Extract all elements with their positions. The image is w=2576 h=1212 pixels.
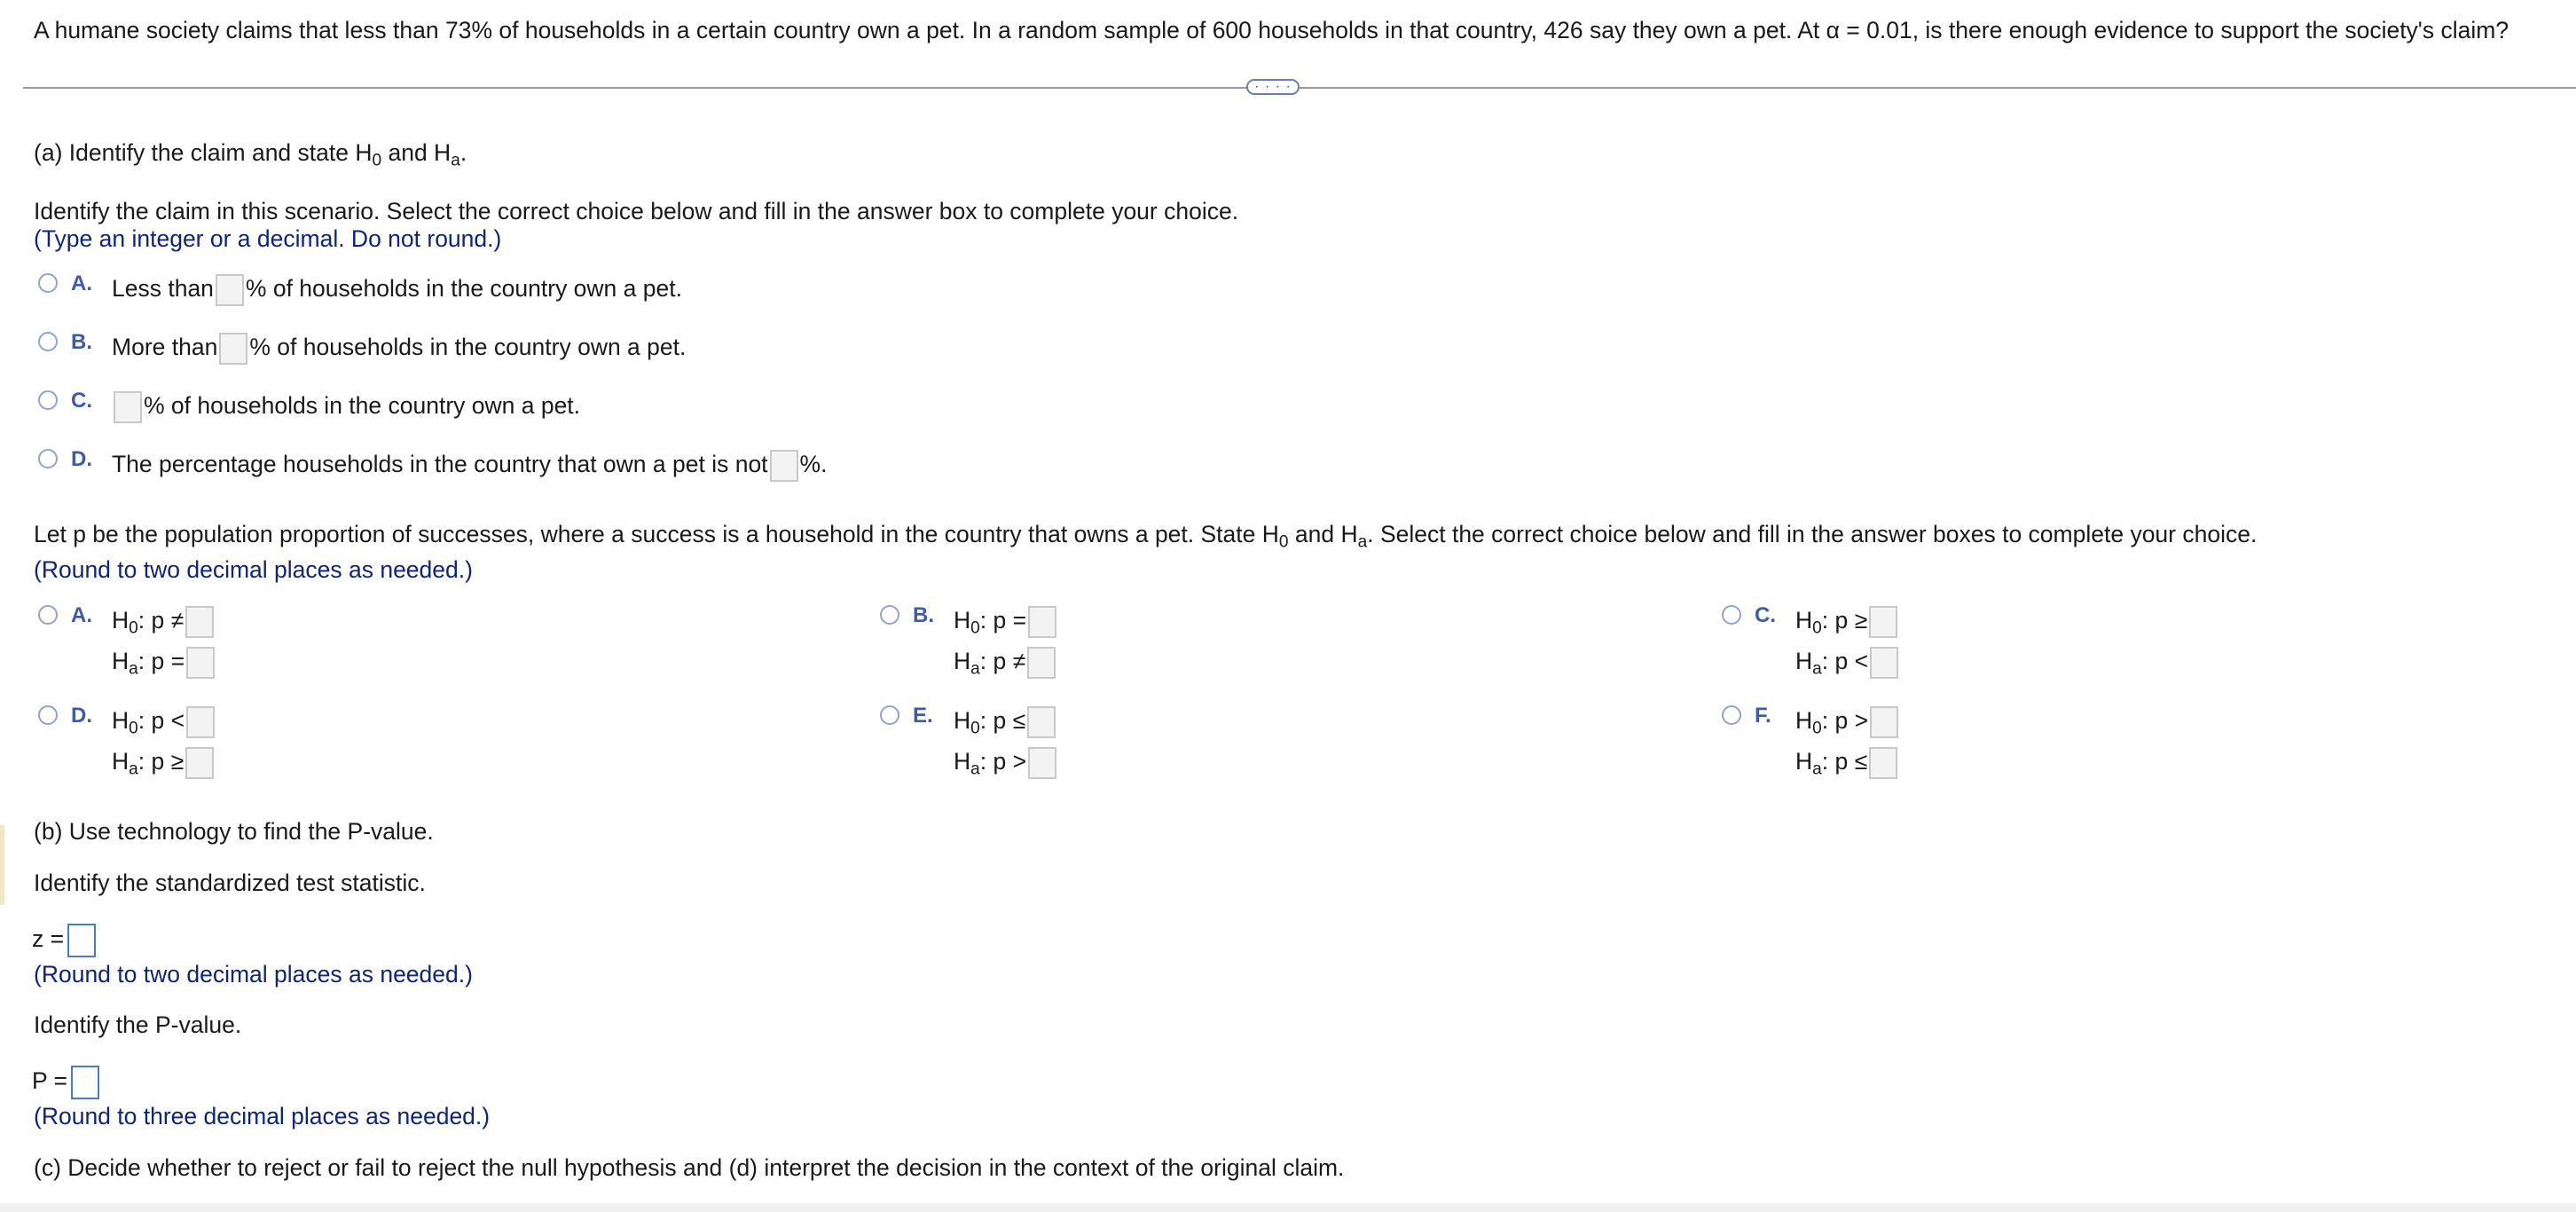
claim-radio-b[interactable] <box>38 332 58 351</box>
hyp-e-ha-box[interactable] <box>1028 747 1056 779</box>
claim-d-answer-box[interactable] <box>770 450 798 482</box>
z-input[interactable] <box>67 924 96 957</box>
z-instruction: Identify the standardized test statistic. <box>34 870 426 896</box>
hyp-c-ha-box[interactable] <box>1870 647 1898 679</box>
hyp-letter-d: D. <box>71 704 92 728</box>
hyp-letter-e: E. <box>913 704 933 728</box>
z-hint: (Round to two decimal places as needed.) <box>34 961 473 988</box>
hyp-b-ha-box[interactable] <box>1027 647 1056 679</box>
z-answer: z = <box>32 924 96 957</box>
p-instruction: Identify the P-value. <box>34 1011 242 1038</box>
hyp-radio-f[interactable] <box>1722 705 1741 725</box>
claim-choice-c: % of households in the country own a pet. <box>112 391 580 423</box>
hyp-c-ha: $H_a$: p < <box>1795 647 1900 679</box>
claim-hint: (Type an integer or a decimal. Do not round.) <box>34 225 502 252</box>
claim-b-answer-box[interactable] <box>219 333 247 365</box>
hyp-d-h0-box[interactable] <box>186 706 215 738</box>
claim-radio-a[interactable] <box>38 273 58 293</box>
claim-letter-d: D. <box>71 447 92 471</box>
claim-letter-a: A. <box>71 272 92 295</box>
hyp-f-h0: $H_0$: p > <box>1795 706 1900 738</box>
bottom-strip <box>0 1203 2576 1212</box>
hyp-d-h0: $H_0$: p < <box>112 706 216 738</box>
claim-choice-b: More than % of households in the country own a pet. <box>112 333 686 365</box>
hyp-c-h0-box[interactable] <box>1869 606 1897 638</box>
claim-radio-c[interactable] <box>38 390 58 410</box>
hyp-a-h0: $H_0$: p ≠ <box>112 606 216 638</box>
hyp-d-ha: $H_a$: p ≥ <box>112 747 216 779</box>
hyp-b-h0: $H_0$: p = <box>954 606 1058 638</box>
claim-instruction: Identify the claim in this scenario. Select the correct choice below and fill in the answer box to complete your choice. <box>34 198 1239 224</box>
hyp-a-ha: $H_a$: p = <box>112 647 216 679</box>
hyp-d-ha-box[interactable] <box>185 747 214 779</box>
hyp-radio-b[interactable] <box>880 605 899 625</box>
hyp-radio-d[interactable] <box>38 705 58 725</box>
part-b-heading: (b) Use technology to find the P-value. <box>34 818 434 845</box>
claim-choice-a: Less than % of households in the country own a pet. <box>112 274 682 306</box>
claim-c-answer-box[interactable] <box>114 391 142 423</box>
hyp-c-h0: $H_0$: p ≥ <box>1795 606 1899 638</box>
hyp-instruction: Let p be the population proportion of successes, where a success is a household in the country that owns a pet. State $H_0$ and $H_a$. Select the correct choice below and fill in the answer boxes to complete your choice. <box>34 521 2258 552</box>
p-answer: P = <box>32 1066 99 1099</box>
hyp-f-h0-box[interactable] <box>1870 706 1898 738</box>
hyp-f-ha-box[interactable] <box>1869 747 1897 779</box>
hyp-letter-c: C. <box>1755 603 1776 627</box>
hyp-radio-e[interactable] <box>880 705 899 725</box>
hyp-a-h0-box[interactable] <box>185 606 214 638</box>
section-marker <box>0 825 4 905</box>
hyp-letter-b: B. <box>913 603 934 627</box>
hyp-b-h0-box[interactable] <box>1028 606 1056 638</box>
p-input[interactable] <box>71 1066 99 1099</box>
hyp-b-ha: $H_a$: p ≠ <box>954 647 1057 679</box>
claim-letter-c: C. <box>71 389 92 413</box>
hyp-a-ha-box[interactable] <box>186 647 215 679</box>
claim-a-answer-box[interactable] <box>216 274 244 306</box>
hyp-hint: (Round to two decimal places as needed.) <box>34 556 473 583</box>
part-a-heading: (a) Identify the claim and state $H_0$ and $H_a$. <box>34 139 467 170</box>
hyp-e-ha: $H_a$: p > <box>954 747 1058 779</box>
question-text: A humane society claims that less than 73% of households in a certain country own a pet. In a random sample of 600 households in that country, 426 say they own a pet. At α = 0.01, is there enough evidence to support the society's claim? <box>34 17 2509 43</box>
expand-more-button[interactable]: · · · · <box>1246 79 1300 95</box>
part-c-heading: (c) Decide whether to reject or fail to reject the null hypothesis and (d) interpret the decision in the context of the original claim. <box>34 1154 1345 1181</box>
hyp-letter-a: A. <box>71 603 92 627</box>
hyp-radio-a[interactable] <box>38 605 58 625</box>
hyp-radio-c[interactable] <box>1722 605 1741 625</box>
divider <box>23 87 2576 89</box>
claim-letter-b: B. <box>71 330 92 354</box>
claim-radio-d[interactable] <box>38 449 58 468</box>
hyp-e-h0-box[interactable] <box>1027 706 1056 738</box>
hyp-f-ha: $H_a$: p ≤ <box>1795 747 1899 779</box>
p-hint: (Round to three decimal places as needed.) <box>34 1103 491 1129</box>
hyp-e-h0: $H_0$: p ≤ <box>954 706 1057 738</box>
hyp-letter-f: F. <box>1755 704 1771 728</box>
claim-choice-d: The percentage households in the country that own a pet is not %. <box>112 450 827 482</box>
